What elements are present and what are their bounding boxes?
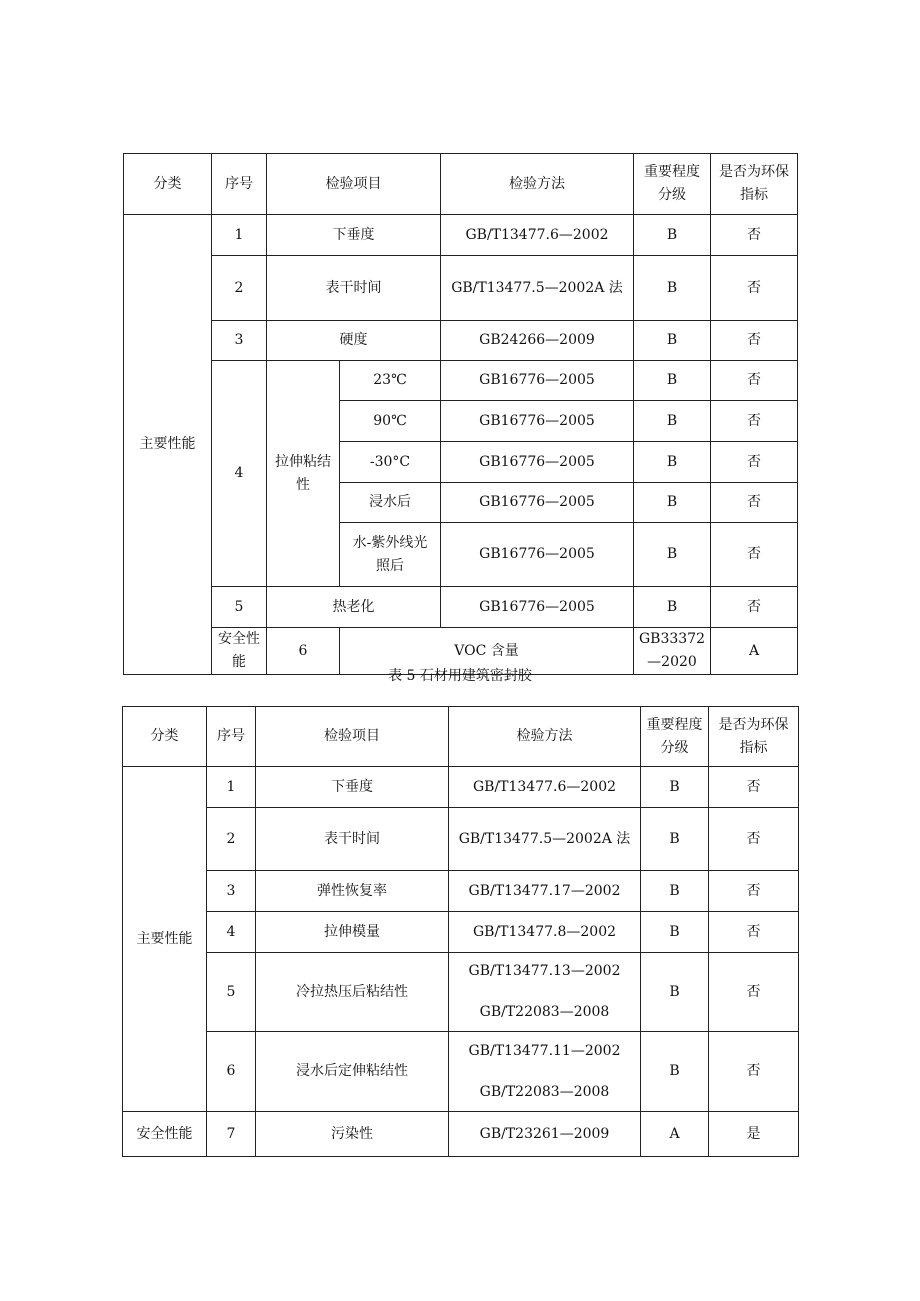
row-eco: 否 (711, 361, 798, 401)
table-row (123, 1032, 799, 1112)
row-subitem: 90℃ (340, 401, 441, 442)
row-eco: 否 (711, 587, 798, 628)
header-eco-line1: 是否为环保 (719, 164, 789, 180)
row-method: GB/T13477.6—2002 (441, 215, 634, 256)
header-no: 序号 (212, 154, 267, 215)
header-category: 分类 (123, 707, 207, 767)
row-eco: 否 (709, 953, 799, 1032)
row-item: 热老化 (267, 587, 441, 628)
row-method (449, 1032, 641, 1112)
header-eco-line1: 是否为环保 (718, 716, 789, 733)
row-grade: A (641, 1112, 709, 1157)
row-grade: B (634, 401, 711, 442)
row-subitem: 浸水后 (340, 483, 441, 523)
row-no: 5 (212, 587, 267, 628)
row-item: 浸水后定伸粘结性 (256, 1032, 449, 1112)
header-importance (641, 707, 709, 767)
row-eco: 否 (711, 442, 798, 483)
table-caption: 表 5 石材用建筑密封胶 (388, 668, 532, 684)
header-method: 检验方法 (441, 154, 634, 215)
row-item: 弹性恢复率 (256, 871, 449, 912)
row-method: GB/T13477.17—2002 (449, 871, 641, 912)
row-method: GB16776—2005 (441, 523, 634, 587)
row-method: GB33372—2020 (634, 628, 711, 675)
table-header-row (123, 707, 799, 767)
row-grade: B (634, 523, 711, 587)
header-eco (709, 707, 799, 767)
header-no: 序号 (207, 707, 256, 767)
row-item: 表干时间 (267, 256, 441, 321)
tensile-group-line1: 拉伸粘结 (275, 453, 331, 470)
table-row (124, 215, 798, 256)
row-grade: B (634, 215, 711, 256)
row-eco: 否 (711, 401, 798, 442)
table-row (123, 767, 799, 808)
table-row (123, 871, 799, 912)
row-grade: B (634, 483, 711, 523)
group-safety-performance: 安全性能 (123, 1112, 207, 1157)
header-importance-line1: 重要程度 (644, 164, 700, 180)
group-main-performance: 主要性能 (124, 215, 212, 675)
row-eco: 否 (709, 767, 799, 808)
row-grade: B (634, 321, 711, 361)
row-no: 3 (207, 871, 256, 912)
row-no: 6 (267, 628, 340, 675)
row-method: GB/T23261—2009 (449, 1112, 641, 1157)
row-eco: 否 (709, 808, 799, 871)
tensile-group (267, 361, 340, 587)
row-subitem (340, 523, 441, 587)
row-eco: 否 (711, 256, 798, 321)
row-grade: B (634, 442, 711, 483)
table-header-row (124, 154, 798, 215)
header-item: 检验项目 (267, 154, 441, 215)
table-row (124, 321, 798, 361)
header-method: 检验方法 (449, 707, 641, 767)
row-no: 7 (207, 1112, 256, 1157)
row-method: GB16776—2005 (441, 361, 634, 401)
row-item: 表干时间 (256, 808, 449, 871)
row-no: 5 (207, 953, 256, 1032)
row-method: GB/T13477.5—2002A 法 (441, 256, 634, 321)
row-grade: B (641, 808, 709, 871)
row-eco: 否 (709, 1032, 799, 1112)
table-row (123, 953, 799, 1032)
row-method: GB16776—2005 (441, 442, 634, 483)
row-grade: B (634, 361, 711, 401)
row-method-line1: GB/T13477.13—2002 (468, 963, 621, 979)
spec-table-1 (123, 153, 798, 675)
header-importance-line1: 重要程度 (646, 716, 703, 733)
row-item: 下垂度 (267, 215, 441, 256)
row-method (449, 953, 641, 1032)
row-no: 2 (207, 808, 256, 871)
row-item: 下垂度 (256, 767, 449, 808)
row-subitem-line1: 水-紫外线光 (352, 534, 428, 551)
row-no: 2 (212, 256, 267, 321)
row-method: GB24266—2009 (441, 321, 634, 361)
row-subitem: -30°C (340, 442, 441, 483)
row-no: 4 (212, 361, 267, 587)
header-category: 分类 (124, 154, 212, 215)
row-eco: 否 (709, 912, 799, 953)
row-item: 拉伸模量 (256, 912, 449, 953)
row-subitem-line2: 照后 (376, 557, 404, 574)
header-eco-line2: 指标 (739, 739, 768, 756)
tensile-group-line2: 性 (296, 476, 310, 493)
row-no: 6 (207, 1032, 256, 1112)
row-method: GB16776—2005 (441, 401, 634, 442)
table-row (123, 808, 799, 871)
row-grade: B (641, 953, 709, 1032)
spec-table-2 (122, 706, 799, 1157)
header-item: 检验项目 (256, 707, 449, 767)
row-grade: B (641, 767, 709, 808)
table-row (124, 587, 798, 628)
row-grade: B (634, 587, 711, 628)
row-no: 4 (207, 912, 256, 953)
row-method: GB/T13477.8—2002 (449, 912, 641, 953)
table-row (124, 256, 798, 321)
row-no: 3 (212, 321, 267, 361)
header-importance-line2: 分级 (660, 739, 689, 756)
row-eco: 否 (711, 321, 798, 361)
row-subitem: 23℃ (340, 361, 441, 401)
row-no: 1 (212, 215, 267, 256)
header-eco (711, 154, 798, 215)
row-eco: 否 (711, 483, 798, 523)
row-grade: B (641, 1032, 709, 1112)
row-eco: 是 (709, 1112, 799, 1157)
row-grade: B (641, 871, 709, 912)
group-main-performance: 主要性能 (123, 767, 207, 1112)
row-method: GB16776—2005 (441, 483, 634, 523)
table-row (123, 912, 799, 953)
row-method: GB/T13477.6—2002 (449, 767, 641, 808)
row-item: 污染性 (256, 1112, 449, 1157)
header-eco-line2: 指标 (740, 187, 768, 203)
row-eco: 否 (711, 215, 798, 256)
table-row (123, 1112, 799, 1157)
row-method: GB16776—2005 (441, 587, 634, 628)
header-importance (634, 154, 711, 215)
table-row (124, 361, 798, 401)
row-eco: 否 (711, 523, 798, 587)
row-no: 1 (207, 767, 256, 808)
group-safety-performance: 安全性能 (212, 628, 267, 675)
header-importance-line2: 分级 (658, 187, 686, 203)
row-method-line2: GB/T22083—2008 (479, 1083, 610, 1100)
row-method-line2: GB/T22083—2008 (479, 1004, 610, 1020)
row-item: VOC 含量 (340, 628, 634, 675)
row-method-line1: GB/T13477.11—2002 (468, 1042, 621, 1059)
row-grade: B (634, 256, 711, 321)
row-grade: B (641, 912, 709, 953)
row-item: 冷拉热压后粘结性 (256, 953, 449, 1032)
row-eco: 否 (709, 871, 799, 912)
row-grade: A (711, 628, 798, 675)
row-item: 硬度 (267, 321, 441, 361)
row-method: GB/T13477.5—2002A 法 (449, 808, 641, 871)
